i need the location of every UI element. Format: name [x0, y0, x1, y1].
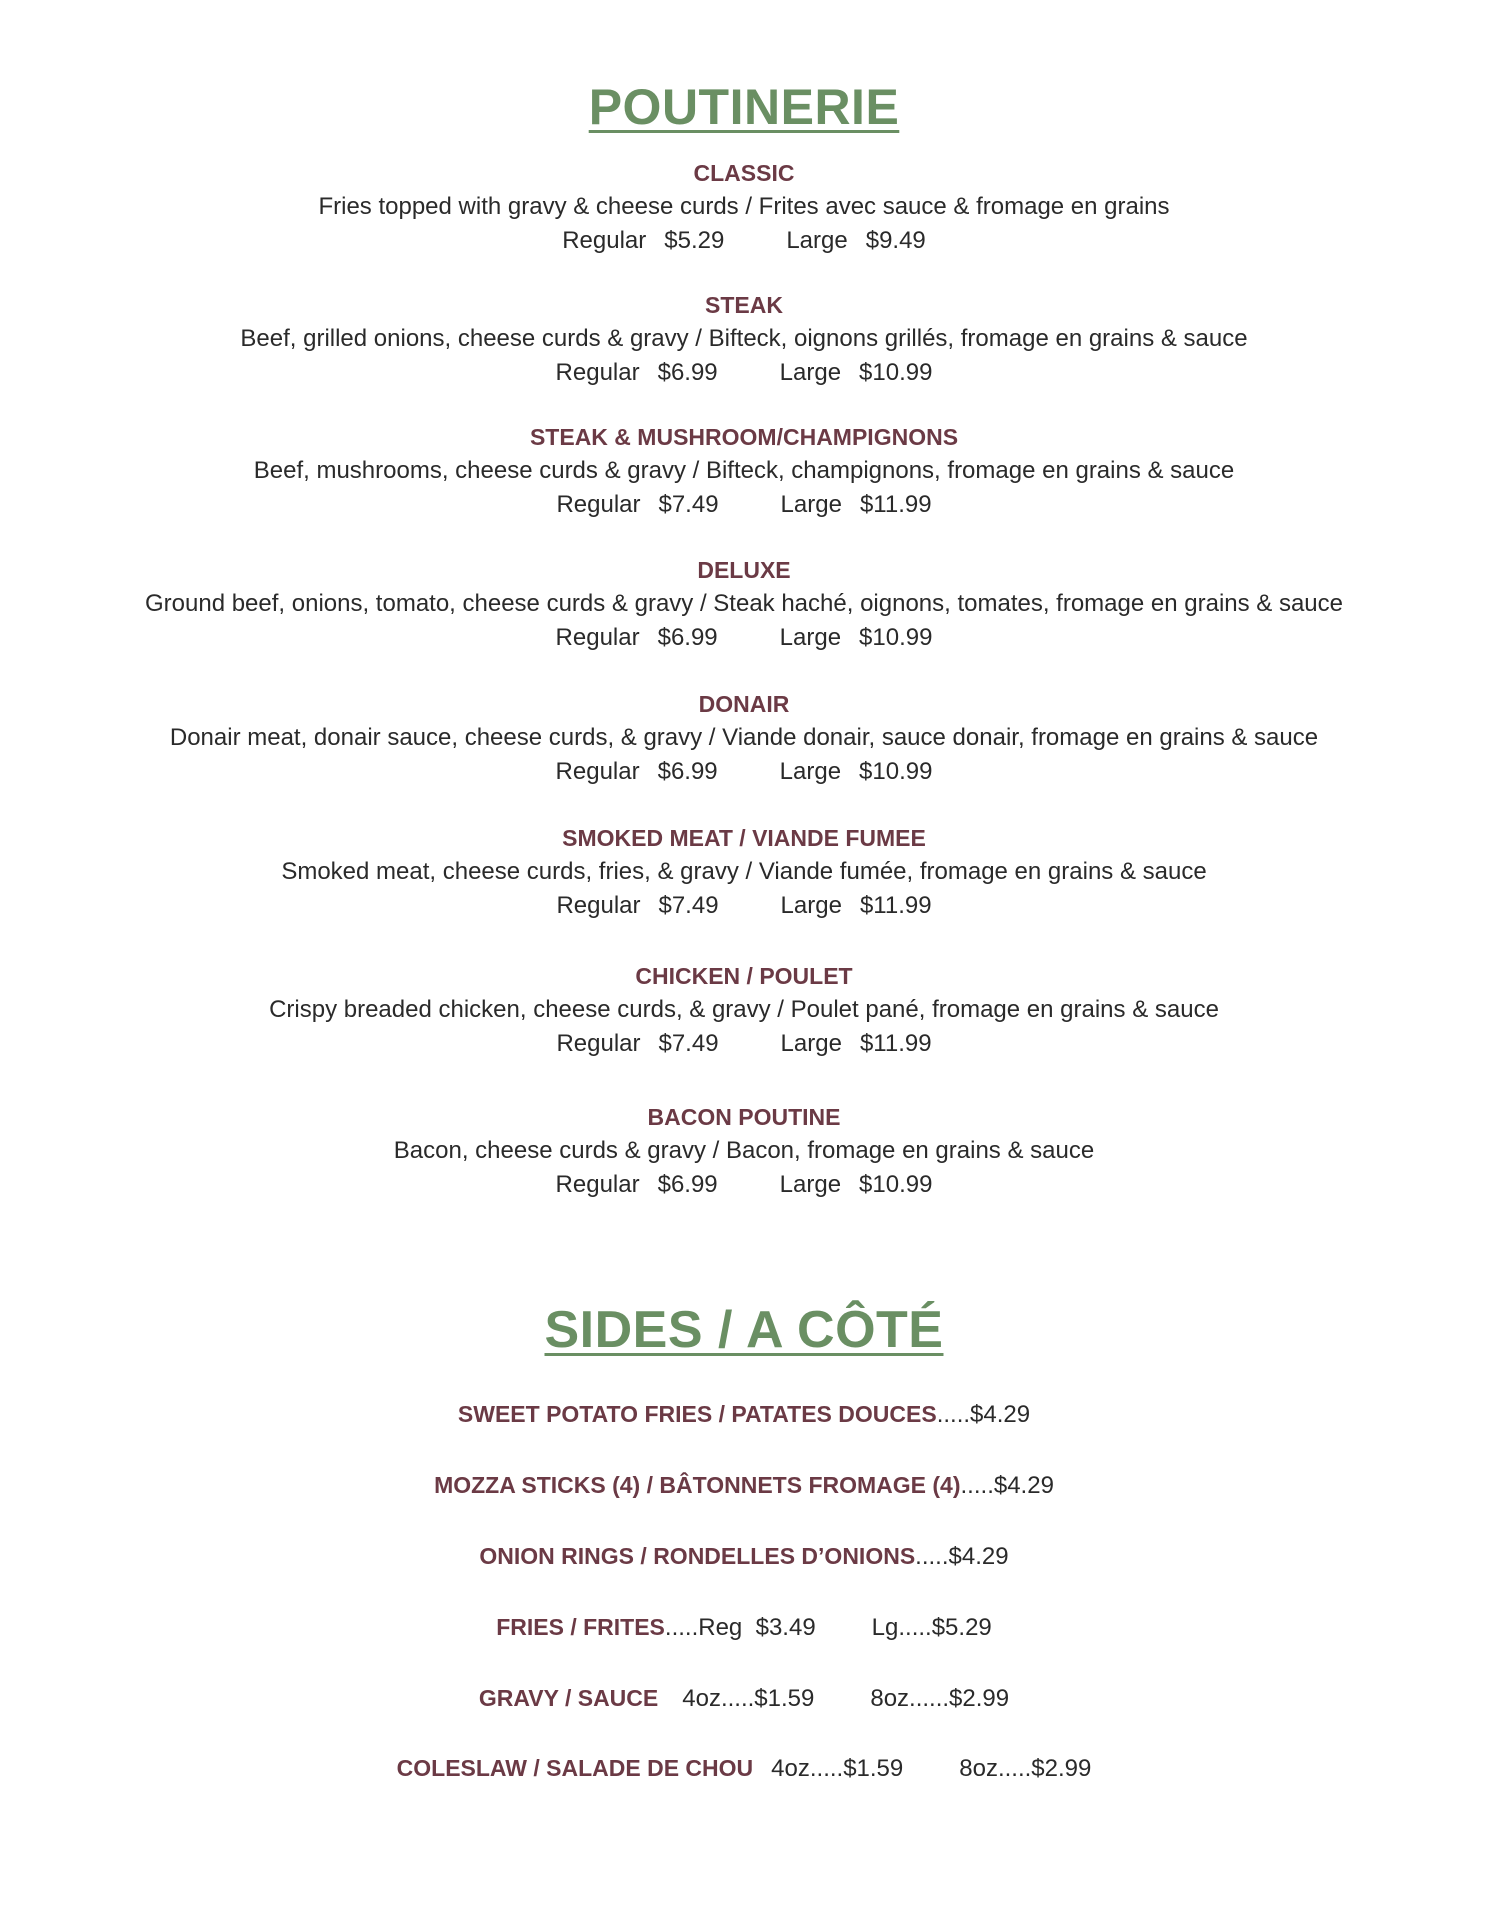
item-name: DELUXE: [697, 557, 791, 583]
regular-price: $7.49: [658, 491, 719, 518]
menu-item-chicken: [0, 961, 1488, 1061]
item-name: SMOKED MEAT / VIANDE FUMEE: [562, 825, 926, 851]
side-price-small: 4oz.....$1.59: [682, 1685, 815, 1712]
item-prices: [0, 755, 1488, 789]
regular-price: $6.99: [657, 624, 718, 651]
item-name: BACON POUTINE: [647, 1104, 841, 1130]
regular-label: Regular: [555, 1171, 640, 1198]
menu-item-smoked-meat: [0, 823, 1488, 923]
item-description: Crispy breaded chicken, cheese curds, & gravy / Poulet pané, fromage en grains & sauce: [269, 996, 1219, 1023]
side-price-large: Lg.....$5.29: [871, 1614, 992, 1641]
regular-price: $6.99: [657, 758, 718, 785]
item-prices: [0, 488, 1488, 522]
large-price: $10.99: [859, 1171, 933, 1198]
large-label: Large: [779, 624, 842, 651]
side-price-large: 8oz.....$2.99: [959, 1755, 1092, 1782]
large-label: Large: [779, 359, 842, 386]
large-label: Large: [780, 1030, 842, 1057]
side-price-small: 4oz.....$1.59: [771, 1755, 904, 1782]
regular-label: Regular: [556, 1030, 641, 1057]
menu-item-deluxe: [0, 555, 1488, 655]
large-price: $11.99: [859, 1030, 932, 1057]
large-price: $11.99: [859, 491, 932, 518]
menu-item-steak-mushroom: [0, 422, 1488, 522]
side-onion-rings: [0, 1539, 1488, 1573]
large-label: Large: [780, 892, 842, 919]
regular-price: $6.99: [657, 1171, 718, 1198]
item-description: Fries topped with gravy & cheese curds / Frites avec sauce & fromage en grains: [318, 193, 1170, 220]
side-price: .....$4.29: [936, 1401, 1031, 1428]
item-description: Donair meat, donair sauce, cheese curds, & gravy / Viande donair, sauce donair, fromage en grains & sauce: [169, 724, 1319, 751]
item-description: Beef, mushrooms, cheese curds & gravy / Bifteck, champignons, fromage en grains & sauce: [253, 457, 1235, 484]
large-price: $9.49: [865, 227, 926, 254]
regular-price: $6.99: [657, 359, 718, 386]
item-name: CLASSIC: [693, 160, 795, 186]
side-sweet-potato-fries: [0, 1397, 1488, 1431]
side-name: GRAVY / SAUCE: [478, 1685, 659, 1711]
regular-label: Regular: [556, 491, 641, 518]
item-prices: [0, 889, 1488, 923]
large-price: $10.99: [859, 624, 933, 651]
regular-price: $5.29: [664, 227, 725, 254]
menu-item-bacon: [0, 1102, 1488, 1202]
item-prices: [0, 621, 1488, 655]
large-price: $10.99: [859, 359, 933, 386]
side-name: FRIES / FRITES: [496, 1614, 665, 1640]
regular-label: Regular: [556, 892, 641, 919]
regular-label: Regular: [555, 624, 640, 651]
item-description: Beef, grilled onions, cheese curds & gravy / Bifteck, oignons grillés, fromage en grains & sauce: [240, 325, 1248, 352]
menu-item-steak: [0, 290, 1488, 390]
item-name: CHICKEN / POULET: [635, 963, 853, 989]
large-label: Large: [779, 758, 842, 785]
large-label: Large: [780, 491, 842, 518]
side-price-regular: .....Reg $3.49: [664, 1614, 816, 1641]
item-prices: [0, 356, 1488, 390]
item-prices: [0, 224, 1488, 258]
item-prices: [0, 1027, 1488, 1061]
side-name: COLESLAW / SALADE DE CHOU: [396, 1755, 754, 1781]
large-price: $11.99: [859, 892, 932, 919]
side-gravy: [0, 1681, 1488, 1715]
side-coleslaw: [0, 1751, 1488, 1785]
item-prices: [0, 1168, 1488, 1202]
item-description: Ground beef, onions, tomato, cheese curds & gravy / Steak haché, oignons, tomates, fromage en grains & sauce: [144, 590, 1344, 617]
side-price: .....$4.29: [960, 1472, 1054, 1499]
side-mozza-sticks: [0, 1468, 1488, 1502]
regular-label: Regular: [562, 227, 647, 254]
menu-item-donair: [0, 689, 1488, 789]
item-description: Smoked meat, cheese curds, fries, & gravy / Viande fumée, fromage en grains & sauce: [281, 858, 1207, 885]
large-label: Large: [786, 227, 848, 254]
regular-label: Regular: [555, 758, 640, 785]
item-name: STEAK: [705, 292, 783, 318]
item-name: STEAK & MUSHROOM/CHAMPIGNONS: [529, 424, 959, 450]
side-price: .....$4.29: [915, 1543, 1009, 1570]
side-name: MOZZA STICKS (4) / BÂTONNETS FROMAGE (4): [434, 1472, 961, 1498]
regular-label: Regular: [555, 359, 640, 386]
menu-item-classic: [0, 158, 1488, 258]
side-price-large: 8oz......$2.99: [870, 1685, 1010, 1712]
large-price: $10.99: [859, 758, 933, 785]
regular-price: $7.49: [658, 1030, 719, 1057]
side-name: ONION RINGS / RONDELLES D’ONIONS: [479, 1543, 916, 1569]
sides-title: SIDES / A CÔTÉ: [544, 1301, 944, 1359]
side-fries: [0, 1610, 1488, 1644]
item-name: DONAIR: [698, 691, 790, 717]
side-name: SWEET POTATO FRIES / PATATES DOUCES: [457, 1401, 937, 1427]
large-label: Large: [779, 1171, 842, 1198]
regular-price: $7.49: [658, 892, 719, 919]
item-description: Bacon, cheese curds & gravy / Bacon, fromage en grains & sauce: [393, 1137, 1095, 1164]
poutinerie-title: POUTINERIE: [588, 79, 900, 135]
